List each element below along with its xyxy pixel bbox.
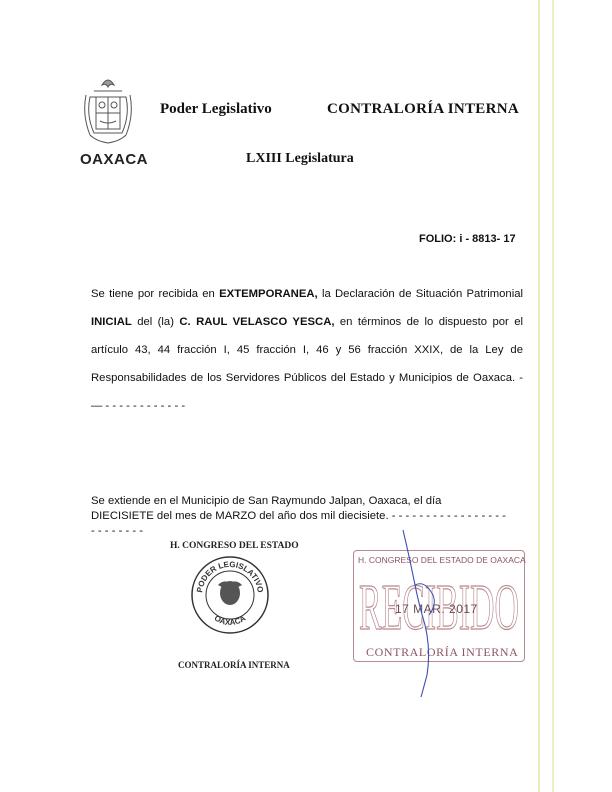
closing-line-2: DIECISIETE del mes de MARZO del año dos mil diecisiete. - - - - - - - - - - - - - - - - -: [91, 510, 506, 522]
stamp-header: H. CONGRESO DEL ESTADO DE OAXACA: [358, 555, 526, 565]
declaration-timing: EXTEMPORANEA,: [219, 288, 318, 300]
margin-lines: [535, 0, 565, 792]
body-text-1: Se tiene por recibida en: [91, 288, 215, 300]
header-poder-legislativo: Poder Legislativo: [160, 101, 272, 117]
handwritten-signature: [395, 525, 455, 700]
body-text-3: del (la): [131, 316, 180, 328]
logo-wordmark: OAXACA: [80, 151, 149, 168]
body-paragraph: [91, 280, 523, 420]
seal-ring-top-text: PODER LEGISLATIVO: [195, 559, 265, 594]
seal-ring-bottom-text: OAXACA: [212, 613, 248, 628]
seal-bottom-label: CONTRALORÍA INTERNA: [178, 660, 290, 670]
stamp-date: 17 MAR. 2017: [395, 602, 478, 616]
closing-paragraph: [91, 494, 531, 539]
seal-top-label: H. CONGRESO DEL ESTADO: [170, 541, 299, 551]
official-seal: [190, 555, 270, 635]
closing-line-3: - - - - - - - -: [91, 525, 144, 537]
header-legislatura: LXIII Legislatura: [246, 151, 354, 166]
declaration-type: INICIAL: [91, 316, 132, 328]
folio-number: FOLIO: i - 8813- 17: [419, 233, 516, 245]
stamp-footer: CONTRALORÍA INTERNA: [366, 645, 519, 659]
stamp-big-text: RECIBIDO: [359, 571, 519, 639]
declarant-name: C. RAUL VELASCO YESCA,: [179, 316, 335, 328]
closing-line-1: Se extiende en el Municipio de San Raymundo Jalpan, Oaxaca, el día: [91, 495, 442, 507]
oaxaca-coat-of-arms-logo: [82, 75, 134, 155]
header-contraloria-interna: CONTRALORÍA INTERNA: [327, 101, 519, 117]
body-text-2: la Declaración de Situación Patrimonial: [317, 288, 524, 300]
svg-text:OAXACA: [213, 613, 248, 627]
body-text-4: en términos de lo dispuesto por el artículo 43, 44 fracción I, 45 fracción I, 46 y 56 fracción XXIX, de la Ley de Responsabilidades de los Servidores Públicos del Estado y Municipios de Oaxaca. - — - - - - - - - - - - - -: [91, 316, 523, 412]
